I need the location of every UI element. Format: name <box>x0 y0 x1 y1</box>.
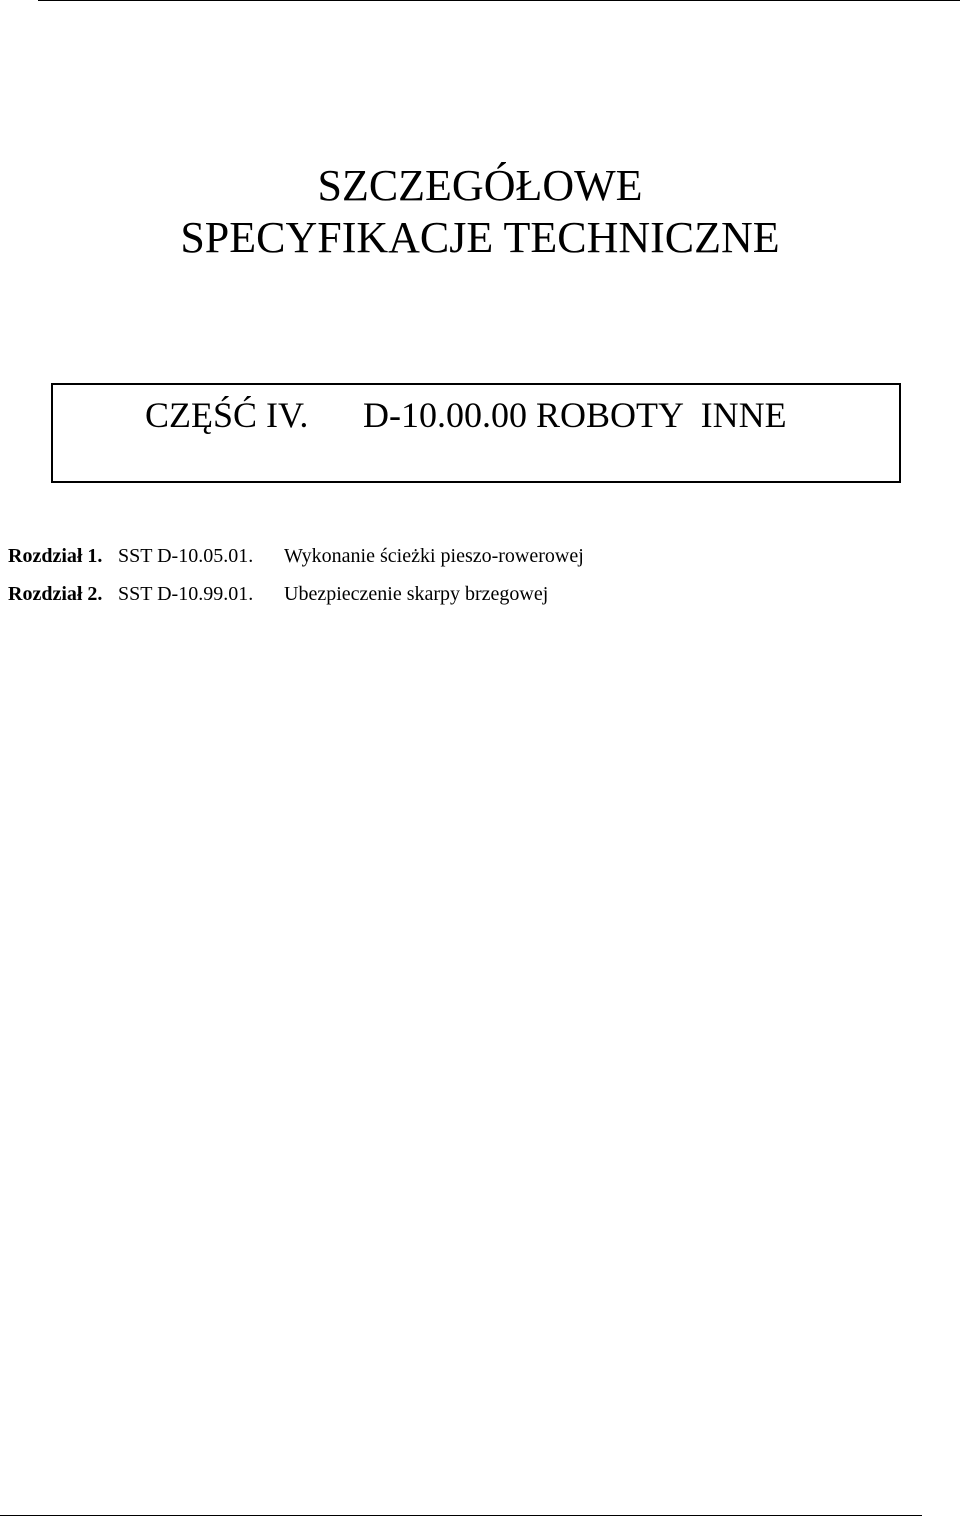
chapter-title: Ubezpieczenie skarpy brzegowej <box>284 583 549 605</box>
part-heading-box <box>51 383 901 483</box>
part-number: CZĘŚĆ IV. <box>145 395 309 435</box>
chapter-item <box>8 544 584 568</box>
top-rule <box>38 0 960 1</box>
chapter-label: Rozdział 1. <box>8 545 103 567</box>
document-title <box>0 160 960 264</box>
chapter-label: Rozdział 2. <box>8 583 103 605</box>
chapter-list <box>8 544 584 620</box>
chapter-code: SST D-10.05.01. <box>118 545 254 567</box>
document-title-line-1: SZCZEGÓŁOWE <box>317 161 643 210</box>
bottom-rule <box>0 1515 922 1516</box>
part-title: D-10.00.00 ROBOTY INNE <box>363 395 787 435</box>
chapter-code: SST D-10.99.01. <box>118 583 254 605</box>
chapter-title: Wykonanie ścieżki pieszo-rowerowej <box>284 545 584 567</box>
chapter-item <box>8 582 584 606</box>
document-title-line-2: SPECYFIKACJE TECHNICZNE <box>180 213 780 262</box>
part-heading <box>145 393 787 437</box>
